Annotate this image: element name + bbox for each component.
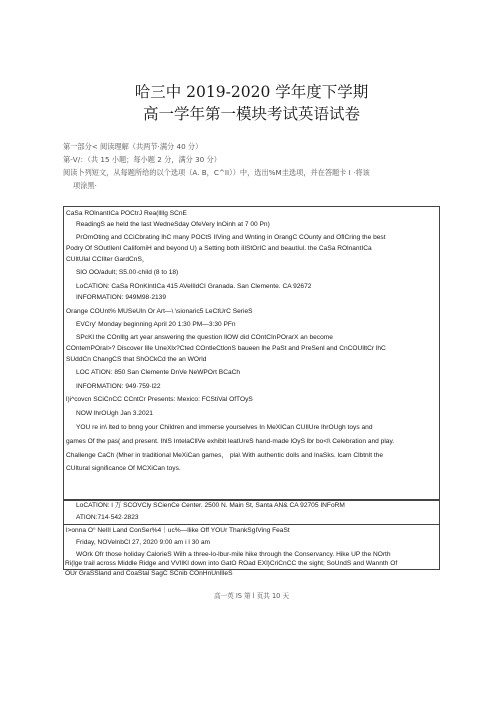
event-description: COntemPOraI>? Discover lIle UneXlx?Cted COntleCtlonS baueen lhe PaSt and PreSenl and CnCOUlltCr lhC <box>66 345 386 352</box>
event-location: LoCATION: CaSa ROnKlntICa 415 AVelIldCI Granada. San Clemente. CA 92672 <box>76 283 312 290</box>
event-description: Podry Of SOutIlenI CalifomiH and beyond U) a Setting both iIlStOrIC and beautIul. the CaSa ROlnantICa <box>66 245 372 252</box>
event-title-poetry: CaSa ROlnantICa POCtrJ Rea(llllg SCnE <box>66 210 187 217</box>
event-description: SUddCn ChangCS that ShOCkCd the an WOrld <box>66 356 207 363</box>
instruction-text: 阅读卜列短文，从每题所给的以个选项（A. B，C^II））中，选出%M圭选项，并在答题卡 I ·将该 <box>63 168 370 177</box>
event-description: Ri(lge trail across Middle Ridge and VVIlKl down into GatO ROad EXl)CriCnCC the sight; SoUndS and Wannth Of <box>65 560 398 567</box>
event-description: YOU re in\ lted to bnng your Children and immerse yourselves In MeXICan CUIlUre lhrOUgh toys and <box>76 424 373 431</box>
event-info: INFORMATION: 949M98·2139 <box>76 294 167 301</box>
event-title-lecture: Orange COUnt% MUSeUln Or Art—\ \sionaric5 LeCtUrC SerieS <box>66 308 253 315</box>
event-description: OUr GraSSland and CoaStal SagC SCnib COnHnUnlIleS <box>65 570 233 577</box>
event-description: CUltUlal CCIlter GardCnS， <box>66 256 149 263</box>
event-description: PrOmOting and CCiCbrating lhC many POCtS IIVing and Wnting in OrangC COunty and OflCring the best <box>76 234 386 241</box>
page-footer: 高一英 IS 第 l 页共 10 天 <box>213 592 290 600</box>
passage-box-1 <box>63 206 440 501</box>
event-description: WOrk Ofr those holiday CalorieS Wilh a three-lo-lbur-mile hike through the Conservancy. Hike UP the NOrth <box>76 551 391 558</box>
exam-subtitle: 高一学年第一模块考试英语试卷 <box>142 105 360 123</box>
event-schedule: Friday, NOVelnbCl 27, 2020 9:00 am i l 30 am <box>76 539 211 546</box>
event-title-toys: l)i^covcn SCiCnCC CCntCr Presents: Mexico: FCStiVal OfTOyS <box>66 396 253 403</box>
event-description: games Of the pas( and present. IhlS IntelaCllVe exhibit leatUreS hand-made lOyS lbr bo<l\ Celebration and play. <box>66 438 395 445</box>
event-description: SPcKl the COnlllg art year answering the question llOW did COntCInPOrarX an become <box>76 334 333 341</box>
event-schedule: NOW lhrOUgh Jan 3.2021 <box>76 410 153 417</box>
event-title-hike: l>onna O° NelII Land ConSer%4｜uc%—llike Off YOUr ThankSgIVing FeaSt <box>66 527 290 534</box>
event-info: INFORMATION: 949·759·l22 <box>76 383 161 390</box>
event-schedule: ReadingS ae held the last WedneSday OfeVery lnOinh at 7 00 Pn) <box>76 221 270 228</box>
section-heading: 第-V/：（共 15 小题；每小题 2 分，满分 30 分） <box>63 155 221 164</box>
exam-title: 哈三中 2019-2020 学年度下学期 <box>134 83 369 101</box>
passage-box-2 <box>63 499 440 525</box>
event-location: LoCATION: l 万 SCOVCly SCienCe Center. 2500 N. Main St, Santa AN& CA 92705 INFoRM <box>76 502 345 509</box>
event-description: CUltural significance Of MCXiCan toys. <box>66 465 181 472</box>
part-heading: 第一部分< 阅读理解（共两节·满分 40 分） <box>63 142 203 151</box>
event-price: SlO OO/adult; S5.00·child (8 to 18) <box>76 269 179 276</box>
event-info: ATION:714·542·2823 <box>76 514 139 521</box>
event-description: Challenge CaCh (Mher in traditional MeXiCan games， pla\ With authentic dolls and lnaSks. lcam Clbtnlt the <box>66 452 384 459</box>
event-location: LOC ATION: 850 San Clemente DnVe NeWPOrt BCaCh <box>76 369 241 376</box>
instruction-text-cont: 项涂黑· <box>73 181 97 190</box>
event-schedule: EVCry' Monday beginning April 20 1:30 PM—3:30 PFn <box>76 321 236 328</box>
